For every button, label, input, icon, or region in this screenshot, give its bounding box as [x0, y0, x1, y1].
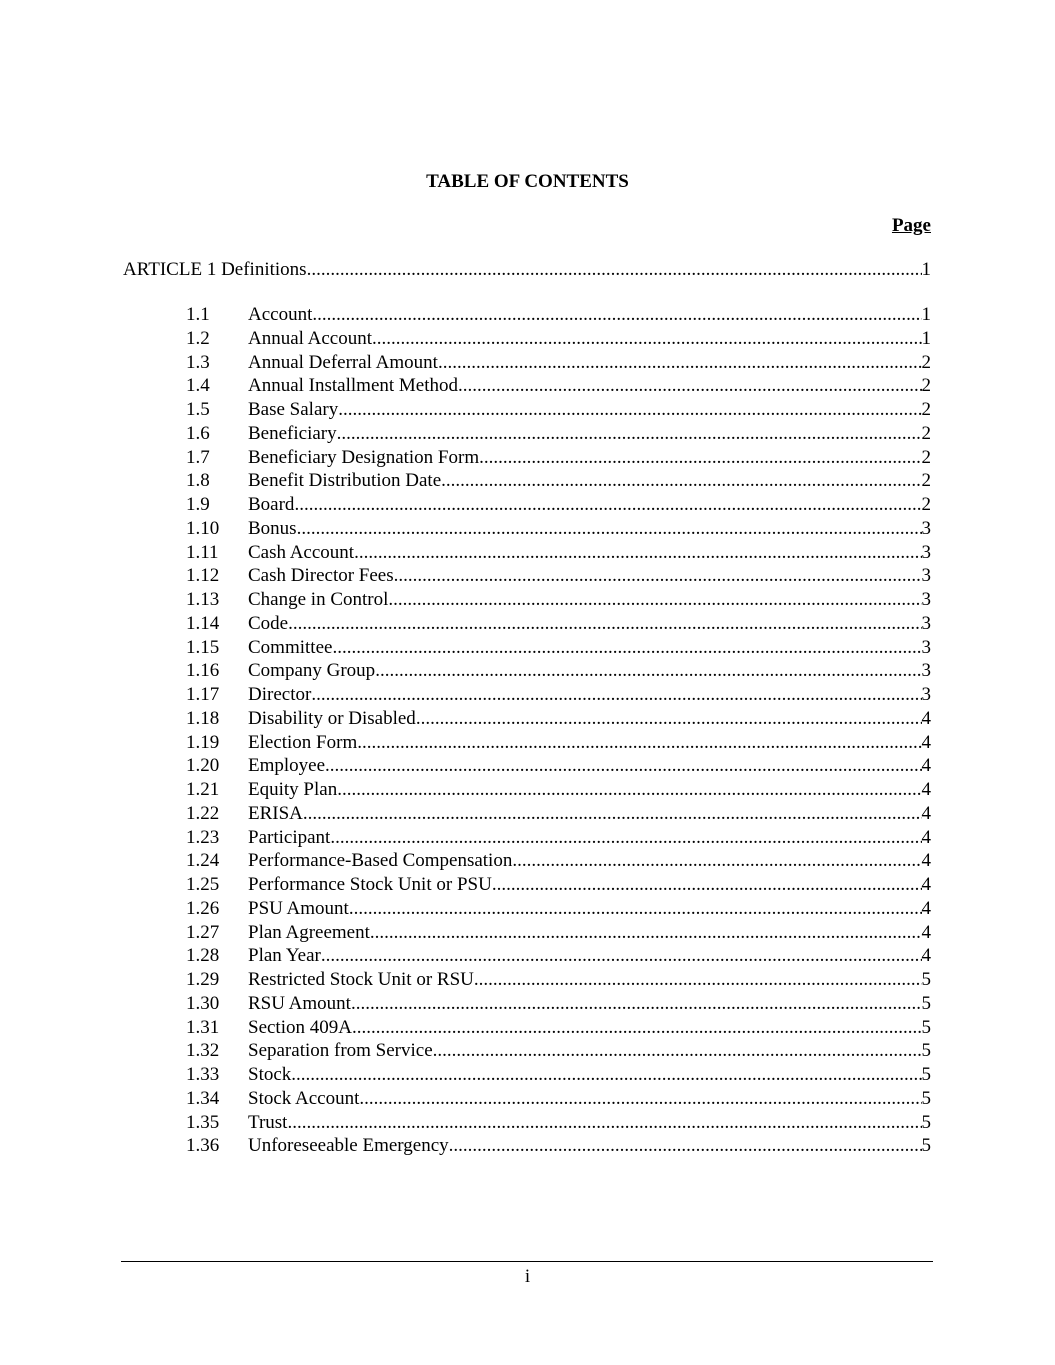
toc-leader-dots	[394, 564, 922, 588]
toc-entry-number: 1.33	[186, 1064, 220, 1085]
toc-leader-dots	[375, 659, 921, 683]
toc-leader-dots	[338, 398, 921, 422]
toc-entry-page: 4	[921, 731, 931, 753]
toc-entry-label: Restricted Stock Unit or RSU	[248, 969, 474, 990]
toc-entry[interactable]	[186, 588, 931, 612]
toc-entry-label: Director	[248, 684, 312, 705]
toc-leader-dots	[388, 588, 921, 612]
toc-entry-label: Cash Director Fees	[248, 565, 394, 587]
toc-entry-number: 1.32	[186, 1040, 220, 1062]
toc-entry[interactable]	[186, 992, 931, 1016]
toc-entry-label: Stock Account	[248, 1087, 360, 1109]
toc-entry-label: Stock	[248, 1064, 292, 1085]
toc-entry-page: 3	[921, 517, 931, 539]
toc-entry-page: 4	[921, 945, 931, 967]
toc-article-entry[interactable]	[123, 258, 931, 282]
toc-leader-dots	[349, 897, 922, 921]
toc-leader-dots	[303, 802, 922, 826]
toc-entry-label: Disability or Disabled	[248, 707, 416, 729]
toc-entry-label: Bonus	[248, 517, 297, 539]
toc-entry[interactable]	[186, 1087, 931, 1111]
toc-leader-dots	[357, 731, 921, 755]
toc-entry-page: 5	[921, 1111, 931, 1133]
toc-entry-label: Separation from Service	[248, 1040, 433, 1062]
toc-entry-page: 3	[921, 612, 931, 634]
toc-entry-number: 1.31	[186, 1016, 220, 1038]
toc-entry[interactable]	[186, 1016, 931, 1040]
toc-entry-label: Section 409A	[248, 1016, 352, 1038]
toc-entry-label: Annual Installment Method	[248, 375, 459, 397]
toc-entry-page: 2	[921, 494, 931, 515]
toc-entry-page: 3	[921, 565, 931, 587]
toc-leader-dots	[479, 446, 921, 470]
toc-leader-dots	[330, 826, 921, 850]
toc-entry-label: Plan Year	[248, 945, 321, 967]
toc-entry-label: Code	[248, 612, 289, 634]
toc-entry-label: Benefit Distribution Date	[248, 470, 442, 492]
toc-entry[interactable]	[186, 921, 931, 945]
toc-entry-number: 1.6	[186, 422, 210, 444]
toc-entry-number: 1.1	[186, 304, 210, 325]
toc-entry-number: 1.28	[186, 945, 220, 967]
toc-entry[interactable]	[186, 897, 931, 921]
toc-leader-dots	[416, 707, 922, 731]
toc-entry-number: 1.15	[186, 636, 220, 658]
toc-entry-label: Equity Plan	[248, 779, 338, 800]
toc-entry-number: 1.22	[186, 802, 220, 824]
toc-leader-dots	[321, 944, 922, 968]
toc-entry[interactable]	[186, 303, 931, 327]
toc-leader-dots	[307, 258, 922, 282]
toc-leader-dots	[291, 1063, 921, 1087]
toc-entry-page: 2	[921, 470, 931, 492]
toc-entries-list	[186, 303, 931, 1158]
toc-leader-dots	[438, 351, 922, 375]
toc-entry-number: 1.11	[186, 541, 219, 563]
toc-entry-number: 1.8	[186, 470, 210, 492]
toc-entry-page: 3	[921, 660, 931, 682]
toc-entry-label: PSU Amount	[248, 897, 349, 919]
toc-entry[interactable]	[186, 707, 931, 731]
toc-entry-label: Plan Agreement	[248, 921, 370, 943]
toc-entry-number: 1.9	[186, 494, 210, 515]
toc-entry-page: 3	[921, 541, 931, 563]
toc-entry-number: 1.36	[186, 1135, 220, 1157]
toc-entry-page: 3	[921, 589, 931, 610]
toc-leader-dots	[337, 778, 921, 802]
toc-entry-page: 1	[921, 327, 931, 349]
toc-entry-number: 1.12	[186, 565, 220, 587]
toc-leader-dots	[332, 636, 921, 660]
toc-entry-label: Annual Deferral Amount	[248, 351, 438, 373]
toc-leader-dots	[325, 754, 921, 778]
toc-entry-number: 1.29	[186, 969, 220, 990]
toc-entry[interactable]	[186, 469, 931, 493]
toc-entry[interactable]	[186, 422, 931, 446]
toc-entry-page: 5	[921, 1064, 931, 1085]
toc-leader-dots	[433, 1039, 922, 1063]
toc-entry-number: 1.30	[186, 992, 220, 1014]
toc-entry-label: ERISA	[248, 802, 303, 824]
toc-leader-dots	[474, 968, 922, 992]
toc-entry-page: 4	[921, 874, 931, 895]
toc-entry-label: Employee	[248, 755, 326, 777]
toc-entry[interactable]	[186, 564, 931, 588]
toc-entry[interactable]	[186, 351, 931, 375]
toc-entry-number: 1.3	[186, 351, 210, 373]
toc-leader-dots	[297, 517, 922, 541]
toc-entry-number: 1.27	[186, 921, 220, 943]
toc-entry-label: Beneficiary	[248, 422, 337, 444]
toc-entry[interactable]	[186, 944, 931, 968]
toc-entry-label: Performance Stock Unit or PSU	[248, 874, 492, 895]
toc-entry[interactable]	[186, 446, 931, 470]
toc-entry-page: 2	[921, 446, 931, 468]
toc-entry-number: 1.19	[186, 731, 220, 753]
toc-entry-page: 5	[921, 992, 931, 1014]
toc-leader-dots	[352, 1016, 922, 1040]
toc-leader-dots	[441, 469, 921, 493]
toc-leader-dots	[287, 1111, 921, 1135]
toc-leader-dots	[492, 873, 922, 897]
toc-entry-label: Trust	[248, 1111, 288, 1133]
toc-article-page: 1	[921, 259, 931, 280]
toc-entry-label: Election Form	[248, 731, 358, 753]
toc-leader-dots	[449, 1134, 922, 1158]
toc-leader-dots	[337, 422, 922, 446]
toc-entry[interactable]	[186, 731, 931, 755]
toc-entry-page: 5	[921, 1016, 931, 1038]
toc-article-label: ARTICLE 1 Definitions	[123, 259, 307, 280]
toc-entry[interactable]	[186, 683, 931, 707]
toc-entry-number: 1.18	[186, 707, 220, 729]
toc-entry-page: 4	[921, 897, 931, 919]
toc-entry-label: Annual Account	[248, 327, 373, 349]
toc-entry-number: 1.14	[186, 612, 220, 634]
toc-entry-number: 1.5	[186, 399, 210, 420]
toc-entry-page: 1	[921, 304, 931, 325]
toc-entry-number: 1.24	[186, 850, 220, 872]
toc-entry[interactable]	[186, 1063, 931, 1087]
toc-entry-page: 2	[921, 422, 931, 444]
toc-entry[interactable]	[186, 1039, 931, 1063]
toc-entry-page: 4	[921, 755, 931, 777]
page-title: TABLE OF CONTENTS	[426, 171, 629, 192]
toc-entry-page: 4	[921, 802, 931, 824]
toc-entry-number: 1.25	[186, 874, 220, 895]
toc-entry[interactable]	[186, 849, 931, 873]
toc-entry-page: 4	[921, 850, 931, 872]
toc-entry-number: 1.10	[186, 517, 220, 539]
toc-entry[interactable]	[186, 659, 931, 683]
toc-entry[interactable]	[186, 398, 931, 422]
toc-entry[interactable]	[186, 612, 931, 636]
page-column-header: Page	[891, 215, 931, 236]
toc-leader-dots	[372, 327, 921, 351]
toc-entry-number: 1.21	[186, 779, 220, 800]
toc-leader-dots	[512, 849, 921, 873]
toc-entry-number: 1.2	[186, 327, 210, 349]
toc-entry[interactable]	[186, 541, 931, 565]
footer-divider	[121, 1261, 933, 1262]
toc-entry-number: 1.20	[186, 755, 220, 777]
toc-leader-dots	[351, 992, 922, 1016]
toc-entry-page: 5	[921, 1135, 931, 1157]
toc-entry-page: 2	[921, 375, 931, 397]
toc-leader-dots	[288, 612, 921, 636]
toc-entry-number: 1.26	[186, 897, 220, 919]
toc-entry-number: 1.17	[186, 684, 220, 705]
toc-entry-page: 2	[921, 399, 931, 420]
toc-entry[interactable]	[186, 968, 931, 992]
toc-entry-page: 3	[921, 636, 931, 658]
toc-entry-number: 1.35	[186, 1111, 220, 1133]
toc-entry[interactable]	[186, 1111, 931, 1135]
toc-entry-page: 5	[921, 1087, 931, 1109]
toc-entry[interactable]	[186, 802, 931, 826]
toc-entry[interactable]	[186, 327, 931, 351]
toc-entry-label: Beneficiary Designation Form	[248, 446, 480, 468]
toc-entry-number: 1.34	[186, 1087, 220, 1109]
toc-entry[interactable]	[186, 826, 931, 850]
toc-leader-dots	[312, 303, 921, 327]
toc-entry-label: Committee	[248, 636, 333, 658]
toc-entry-label: Base Salary	[248, 399, 339, 420]
toc-entry-page: 4	[921, 779, 931, 800]
toc-leader-dots	[370, 921, 922, 945]
toc-entry-label: Participant	[248, 826, 331, 848]
toc-entry-label: Cash Account	[248, 541, 355, 563]
toc-entry-page: 3	[921, 684, 931, 705]
toc-entry[interactable]	[186, 778, 931, 802]
toc-entry[interactable]	[186, 517, 931, 541]
toc-entry-label: Account	[248, 304, 313, 325]
toc-leader-dots	[354, 541, 921, 565]
toc-entry[interactable]	[186, 754, 931, 778]
toc-entry[interactable]	[186, 636, 931, 660]
toc-leader-dots	[458, 374, 921, 398]
toc-entry-page: 5	[921, 1040, 931, 1062]
toc-entry-number: 1.16	[186, 660, 220, 682]
toc-entry[interactable]	[186, 873, 931, 897]
toc-entry-number: 1.23	[186, 826, 220, 848]
toc-entry[interactable]	[186, 1134, 931, 1158]
toc-entry-label: Performance-Based Compensation	[248, 850, 513, 872]
toc-entry-label: Change in Control	[248, 589, 389, 610]
toc-entry-number: 1.4	[186, 375, 210, 397]
toc-leader-dots	[311, 683, 921, 707]
toc-entry-label: RSU Amount	[248, 992, 351, 1014]
toc-entry-number: 1.13	[186, 589, 220, 610]
toc-entry[interactable]	[186, 374, 931, 398]
toc-entry-label: Unforeseeable Emergency	[248, 1135, 449, 1157]
toc-entry-page: 4	[921, 826, 931, 848]
toc-entry-number: 1.7	[186, 446, 210, 468]
toc-entry[interactable]	[186, 493, 931, 517]
toc-leader-dots	[359, 1087, 921, 1111]
toc-leader-dots	[294, 493, 921, 517]
toc-entry-page: 2	[921, 351, 931, 373]
toc-entry-page: 4	[921, 921, 931, 943]
toc-entry-label: Company Group	[248, 660, 376, 682]
footer-page-number: i	[524, 1266, 531, 1287]
toc-entry-page: 5	[921, 969, 931, 990]
toc-entry-page: 4	[921, 707, 931, 729]
toc-entry-label: Board	[248, 494, 295, 515]
